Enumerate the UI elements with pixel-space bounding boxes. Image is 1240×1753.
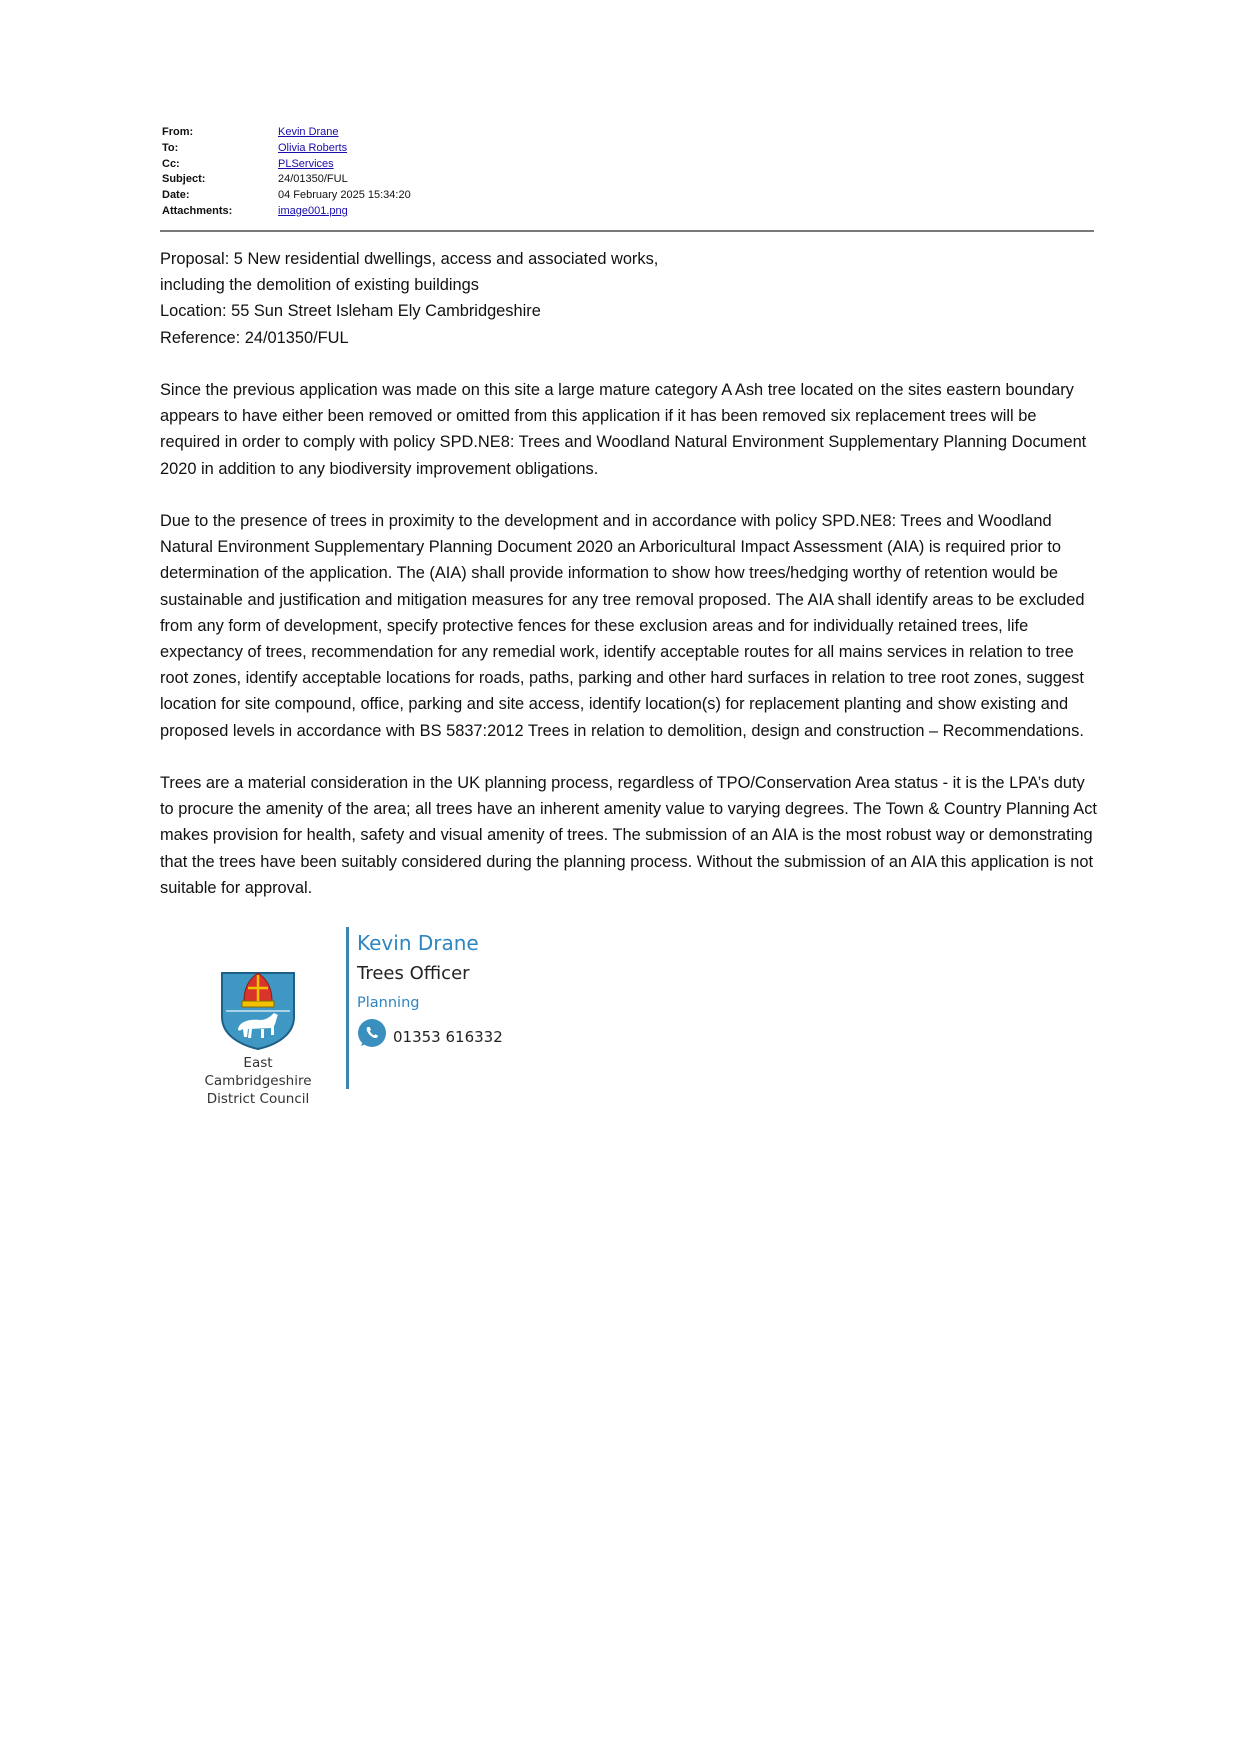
cc-row [162,157,1092,173]
council-logo [190,927,340,1107]
attachment-link[interactable]: image001.png [278,204,348,217]
attachments-label: Attachments: [162,204,233,217]
signature-name: Kevin Drane [357,931,479,955]
to-label: To: [162,141,179,154]
council-name [190,1054,326,1108]
whatsapp-icon [357,1018,387,1048]
proposal-line-1: Proposal: 5 New residential dwellings, access and associated works, [160,250,659,268]
signature-phone-row [357,1018,503,1048]
header-divider [160,230,1094,232]
email-header [162,125,1092,220]
from-link[interactable]: Kevin Drane [278,126,339,138]
subject-label: Subject: [162,173,206,186]
reference-line: Reference: 24/01350/FUL [160,328,349,347]
signature-divider [346,927,349,1089]
subject-row [162,172,1092,188]
cc-label: Cc: [162,157,180,170]
council-name-line-2: District Council [206,1091,310,1107]
cc-link[interactable]: PLServices [278,157,334,170]
to-row [162,141,1092,157]
from-label: From: [162,126,194,138]
signature-job-title: Trees Officer [357,963,470,984]
signature-details [357,927,503,1048]
proposal-line-2: including the demolition of existing buildings [160,276,479,295]
email-signature [190,927,590,1107]
signature-department: Planning [357,995,420,1011]
attachments-row [162,204,1092,220]
to-link[interactable]: Olivia Roberts [278,141,348,154]
location-line: Location: 55 Sun Street Isleham Ely Cambridgeshire [160,302,541,321]
paragraph-ash-tree: Since the previous application was made on this site a large mature category A Ash tree located on the sites eastern boundary appears to have either been removed or omitted from this application if it has been removed six replacement trees will be required in order to comply with policy SPD.NE8: Trees and Woodland Natural Environment Supplementary Planning Document 2020 in addition to any biodiversity improvement obligations. [160,381,1087,478]
paragraph-material-consideration: Trees are a material consideration in the UK planning process, regardless of TPO/Conservation Area status - it is the LPA’s duty to procure the amenity of the area; all trees have an inherent amenity value to varying degrees. The Town & Country Planning Act makes provision for health, safety and visual amenity of trees. The submission of an AIA is the most robust way or demonstrating that the trees have been suitably considered during the planning process. Without the submission of an AIA this application is not suitable for approval. [160,774,1097,897]
signature-phone: 01353 616332 [393,1028,503,1046]
from-row [162,125,1092,141]
paragraph-aia-requirement: Due to the presence of trees in proximity to the development and in accordance with policy SPD.NE8: Trees and Woodland Natural Environment Supplementary Planning Document 2020 an Arboricultural Impact Assessment (AIA) is required prior to determination of the application. The (AIA) shall provide information to show how trees/hedging worthy of retention would be sustainable and justification and mitigation measures for any tree removal proposed. The AIA shall identify areas to be excluded from any form of development, specify protective fences for these exclusion areas and for individually retained trees, life expectancy of trees, recommendation for any remedial work, identify acceptable routes for all mains services in relation to tree root zones, identify acceptable locations for roads, paths, parking and other hard surfaces in relation to tree root zones, suggest location for site compound, office, parking and site access, identify location(s) for replacement planting and show existing and proposed levels in accordance with BS 5837:2012 Trees in relation to demolition, design and construction – Recommendations. [160,512,1085,740]
date-label: Date: [162,189,190,202]
council-crest-icon [220,971,296,1051]
subject-value: 24/01350/FUL [278,173,348,186]
email-body [160,246,1100,901]
date-row [162,188,1092,204]
council-name-line-1: East Cambridgeshire [204,1055,312,1089]
date-value: 04 February 2025 15:34:20 [278,189,411,202]
